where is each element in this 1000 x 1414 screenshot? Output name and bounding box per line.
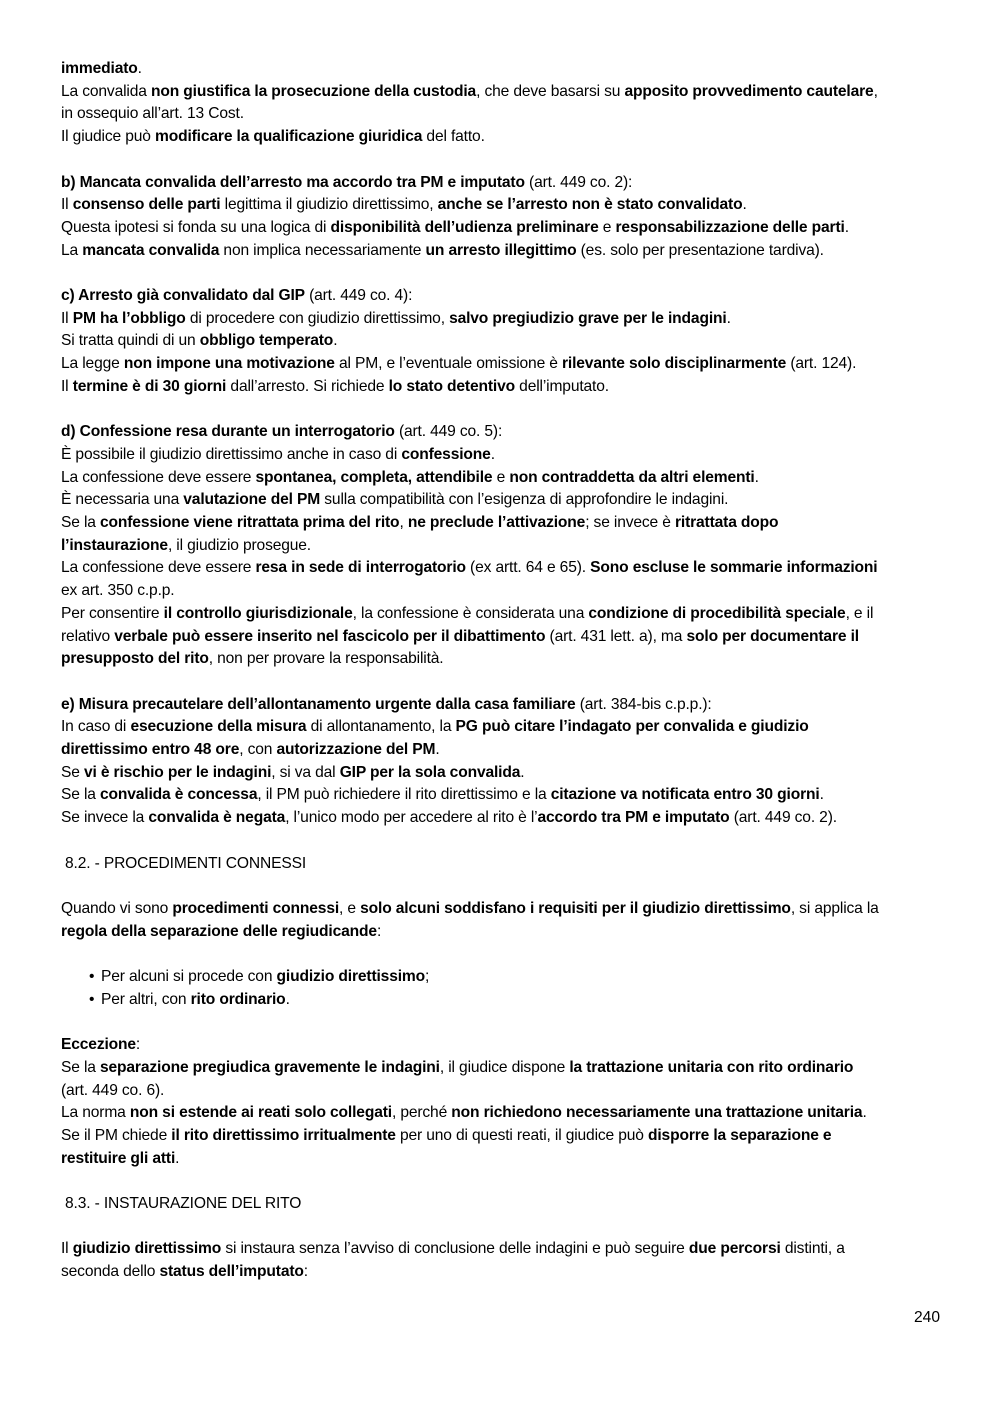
text-span: 8.2. - PROCEDIMENTI CONNESSI <box>65 854 307 872</box>
bold-text: due percorsi <box>688 1240 781 1258</box>
text-span: sulla compatibilità con l’esigenza di approfondire le indagini. <box>320 491 729 509</box>
text-line <box>61 489 941 512</box>
text-line <box>61 580 941 603</box>
text-span: La confessione deve essere <box>61 559 256 577</box>
bold-text: mancata convalida <box>82 241 220 259</box>
text-line <box>61 103 941 126</box>
text-span: . <box>175 1149 180 1167</box>
text-span: . <box>726 309 731 327</box>
text-line <box>61 1102 941 1125</box>
bold-text: modificare la qualificazione giuridica <box>154 128 423 146</box>
text-span: e <box>492 468 510 486</box>
bold-text: verbale può essere inserito nel fascicolo per il dibattimento <box>114 627 546 645</box>
bold-text: apposito provvedimento cautelare <box>624 82 874 100</box>
text-span: legittima il giudizio direttissimo, <box>220 196 438 214</box>
bold-text: solo per documentare il <box>686 627 859 645</box>
text-span: (art. 449 co. 2). <box>729 809 837 827</box>
bold-text: obbligo temperato <box>199 332 334 350</box>
text-line <box>61 126 941 149</box>
text-span: È possibile il giudizio direttissimo anche in caso di <box>61 445 402 463</box>
text-span: La <box>61 241 83 259</box>
text-span: al PM, e l’eventuale omissione è <box>334 355 562 373</box>
bold-text: confessione <box>401 445 491 463</box>
text-span: (art. 449 co. 5): <box>394 423 503 441</box>
bold-text: non impone una motivazione <box>123 355 335 373</box>
text-span: per uno di questi reati, il giudice può <box>395 1126 648 1144</box>
bullet-icon: • <box>89 968 95 986</box>
bold-text: e) Misura precautelare dell’allontanamento urgente dalla casa familiare <box>61 695 576 713</box>
page-number: 240 <box>913 1309 940 1326</box>
text-span: (art. 449 co. 2): <box>524 173 633 191</box>
bold-text: la trattazione unitaria con rito ordinario <box>569 1058 854 1076</box>
text-line <box>61 1261 941 1284</box>
text-span: . <box>520 763 525 781</box>
text-span: Il giudice può <box>61 128 155 146</box>
bold-text: non si estende ai reati solo collegati <box>129 1104 392 1122</box>
text-line <box>61 1125 941 1148</box>
bold-text: PG può citare l’indagato per convalida e giudizio <box>455 718 809 736</box>
text-span: Il <box>61 377 73 395</box>
text-line <box>61 353 941 376</box>
text-span: , <box>399 514 408 532</box>
bold-text: presupposto del rito <box>61 650 209 668</box>
text-span: : <box>135 1036 141 1054</box>
text-line <box>61 330 941 353</box>
bold-text: immediato <box>61 60 138 77</box>
bold-text: solo alcuni soddisfano i requisiti per il giudizio direttissimo <box>360 899 791 917</box>
text-span: e <box>598 218 616 236</box>
bold-text: restituire gli atti <box>61 1149 176 1167</box>
bold-text: PM ha l’obbligo <box>72 309 186 327</box>
blank-line <box>61 149 941 172</box>
bold-text: consenso delle parti <box>72 196 221 214</box>
bold-text: ne preclude l’attivazione <box>407 514 586 532</box>
bold-text: responsabilizzazione delle parti <box>615 218 845 236</box>
bold-text: ritrattata dopo <box>674 514 779 532</box>
bold-text: confessione viene ritrattata prima del rito <box>99 514 400 532</box>
bold-text: condizione di procedibilità speciale <box>588 604 846 622</box>
blank-line <box>61 399 941 422</box>
text-span: (es. solo per presentazione tardiva). <box>576 241 824 259</box>
bold-text: il controllo giurisdizionale <box>163 604 353 622</box>
text-span: ; <box>425 968 430 986</box>
text-span: dall’arresto. Si richiede <box>226 377 389 395</box>
list-item <box>61 966 941 989</box>
bold-text: regola della separazione delle regiudicande <box>61 922 377 940</box>
bold-text: procedimenti connessi <box>172 899 340 917</box>
bold-text: un arresto illegittimo <box>425 241 577 259</box>
text-line <box>61 557 941 580</box>
bold-text: direttissimo entro 48 ore <box>61 741 240 759</box>
text-span: non implica necessariamente <box>219 241 426 259</box>
text-span: . <box>137 60 142 77</box>
text-span: La norma <box>61 1104 130 1122</box>
bold-text: rilevante solo disciplinarmente <box>562 355 787 373</box>
text-line <box>61 172 941 195</box>
text-line <box>61 603 941 626</box>
text-line <box>61 898 941 921</box>
text-span: , che deve basarsi su <box>476 82 625 100</box>
text-span: di allontanamento, la <box>306 718 456 736</box>
text-span: . <box>435 741 440 759</box>
bold-text: Sono escluse le sommarie informazioni <box>590 559 878 577</box>
bold-text: termine è di 30 giorni <box>72 377 227 395</box>
text-span: Per altri, con <box>101 990 191 1008</box>
text-span: Se la <box>61 786 100 804</box>
text-line <box>61 807 941 830</box>
text-span: Il <box>61 196 73 214</box>
text-span: In caso di <box>61 718 131 736</box>
bold-text: convalida è concessa <box>99 786 258 804</box>
bold-text: citazione va notificata entro 30 giorni <box>550 786 820 804</box>
text-line <box>61 240 941 263</box>
text-span: La legge <box>61 355 124 373</box>
list-item <box>61 989 941 1012</box>
list-item-text <box>101 966 429 989</box>
text-line <box>61 421 941 444</box>
bold-text: c) Arresto già convalidato dal GIP <box>61 287 305 304</box>
text-span: La confessione deve essere <box>61 468 256 486</box>
text-span: Se la <box>61 514 100 532</box>
text-span: , si va dal <box>271 763 340 781</box>
text-line <box>61 512 941 535</box>
list-item-text <box>101 989 290 1012</box>
text-span: . <box>862 1104 867 1122</box>
bold-text: l’instaurazione <box>61 536 168 554</box>
text-span: si instaura senza l’avviso di conclusione delle indagini e può seguire <box>221 1240 689 1258</box>
text-span: , la confessione è considerata una <box>352 604 589 622</box>
text-span: ; se invece è <box>585 514 675 532</box>
text-line <box>61 444 941 467</box>
bold-text: anche se l’arresto non è stato convalidato <box>437 196 743 214</box>
text-span: , e il <box>845 604 874 622</box>
blank-line <box>61 262 941 285</box>
text-span: . <box>754 468 759 486</box>
bold-text: convalida è negata <box>148 809 286 827</box>
text-line <box>61 376 941 399</box>
text-line <box>61 739 941 762</box>
text-span: (art. 384-bis c.p.p.): <box>575 695 712 713</box>
text-line <box>61 716 941 739</box>
text-line <box>61 467 941 490</box>
blank-line <box>61 671 941 694</box>
text-span: , si applica la <box>790 899 879 917</box>
text-span: Questa ipotesi si fonda su una logica di <box>61 218 331 236</box>
bold-text: resa in sede di interrogatorio <box>255 559 466 577</box>
text-span: Il <box>61 1240 73 1258</box>
bold-text: giudizio direttissimo <box>72 1240 222 1258</box>
text-span: La convalida <box>61 82 151 100</box>
blank-line <box>61 943 941 966</box>
blank-line <box>61 1011 941 1034</box>
text-span: Il <box>61 309 73 327</box>
text-span: (art. 431 lett. a), ma <box>545 627 687 645</box>
bold-text: Eccezione <box>61 1036 136 1054</box>
document-body <box>61 58 941 1284</box>
bold-text: d) Confessione resa durante un interrogatorio <box>61 423 395 441</box>
text-line <box>61 694 941 717</box>
text-span: . <box>819 786 824 804</box>
text-span: , il giudizio prosegue. <box>167 536 311 554</box>
bold-text: esecuzione della misura <box>130 718 307 736</box>
text-line <box>61 535 941 558</box>
text-span: È necessaria una <box>61 491 184 509</box>
bold-text: non giustifica la prosecuzione della custodia <box>150 82 477 100</box>
section-heading <box>61 853 941 876</box>
bold-text: non contraddetta da altri elementi <box>509 468 755 486</box>
bold-text: vi è rischio per le indagini <box>83 763 272 781</box>
text-line <box>61 1034 941 1057</box>
bold-text: autorizzazione del PM <box>276 741 436 759</box>
text-line <box>61 81 941 104</box>
text-span: dell’imputato. <box>514 377 609 395</box>
text-span: (art. 449 co. 6). <box>61 1081 165 1099</box>
text-span: Quando vi sono <box>61 899 173 917</box>
text-span: di procedere con giudizio direttissimo, <box>185 309 450 327</box>
bold-text: disporre la separazione e <box>648 1126 832 1144</box>
text-span: relativo <box>61 627 115 645</box>
blank-line <box>61 1216 941 1239</box>
text-span: , perché <box>391 1104 452 1122</box>
text-span: , non per provare la responsabilità. <box>208 650 444 668</box>
text-span: , il giudice dispone <box>439 1058 570 1076</box>
text-span: Se invece la <box>61 809 149 827</box>
section-heading <box>61 1193 941 1216</box>
text-span: ex art. 350 c.p.p. <box>61 582 175 600</box>
text-line <box>61 784 941 807</box>
text-line <box>61 1148 941 1171</box>
bold-text: GIP per la sola convalida <box>339 763 521 781</box>
text-span: , e <box>339 899 361 917</box>
text-span: : <box>376 922 382 940</box>
text-span: 8.3. - INSTAURAZIONE DEL RITO <box>65 1195 302 1213</box>
bold-text: non richiedono necessariamente una trattazione unitaria <box>451 1104 863 1122</box>
text-line <box>61 921 941 944</box>
bold-text: rito ordinario <box>190 990 286 1008</box>
text-span: . <box>490 445 495 463</box>
bold-text: lo stato detentivo <box>388 377 515 395</box>
text-span: (art. 449 co. 4): <box>304 287 413 304</box>
text-span: (ex artt. 64 e 65). <box>465 559 591 577</box>
text-span: , l’unico modo per accedere al rito è l’ <box>285 809 538 827</box>
text-span: Se la <box>61 1058 100 1076</box>
text-line <box>61 217 941 240</box>
text-span: , <box>873 82 878 100</box>
bold-text: valutazione del PM <box>183 491 321 509</box>
text-line <box>61 1238 941 1261</box>
text-span: , con <box>239 741 277 759</box>
text-line <box>61 285 941 308</box>
text-span: Per alcuni si procede con <box>101 968 277 986</box>
bullet-icon: • <box>89 990 95 1008</box>
text-span: distinti, a <box>780 1240 845 1258</box>
blank-line <box>61 875 941 898</box>
text-span: . <box>742 196 747 214</box>
text-span: Per consentire <box>61 604 164 622</box>
text-span: . <box>285 990 290 1008</box>
bold-text: status dell’imputato <box>159 1263 304 1281</box>
text-line <box>61 308 941 331</box>
text-line <box>61 1080 941 1103</box>
bold-text: spontanea, completa, attendibile <box>255 468 493 486</box>
text-line <box>61 194 941 217</box>
bold-text: giudizio direttissimo <box>276 968 425 986</box>
text-span: : <box>303 1263 308 1281</box>
text-span: . <box>844 218 849 236</box>
text-line <box>61 762 941 785</box>
bold-text: il rito direttissimo irritualmente <box>171 1126 396 1144</box>
text-span: Se <box>61 763 84 781</box>
text-line <box>61 648 941 671</box>
text-span: del fatto. <box>422 128 485 146</box>
bold-text: accordo tra PM e imputato <box>537 809 730 827</box>
text-line <box>61 626 941 649</box>
text-span: , il PM può richiedere il rito direttissimo e la <box>257 786 551 804</box>
bold-text: b) Mancata convalida dell’arresto ma accordo tra PM e imputato <box>61 173 525 191</box>
bold-text: separazione pregiudica gravemente le indagini <box>99 1058 440 1076</box>
text-span: Se il PM chiede <box>61 1126 172 1144</box>
bold-text: disponibilità dell’udienza preliminare <box>330 218 599 236</box>
text-span: in ossequio all’art. 13 Cost. <box>61 105 244 123</box>
text-span: . <box>333 332 338 350</box>
blank-line <box>61 830 941 853</box>
text-line <box>61 1057 941 1080</box>
text-span: Si tratta quindi di un <box>61 332 200 350</box>
text-line <box>61 58 941 81</box>
text-span: (art. 124). <box>786 355 857 373</box>
text-span: seconda dello <box>61 1263 160 1281</box>
blank-line <box>61 1170 941 1193</box>
bold-text: salvo pregiudizio grave per le indagini <box>449 309 727 327</box>
